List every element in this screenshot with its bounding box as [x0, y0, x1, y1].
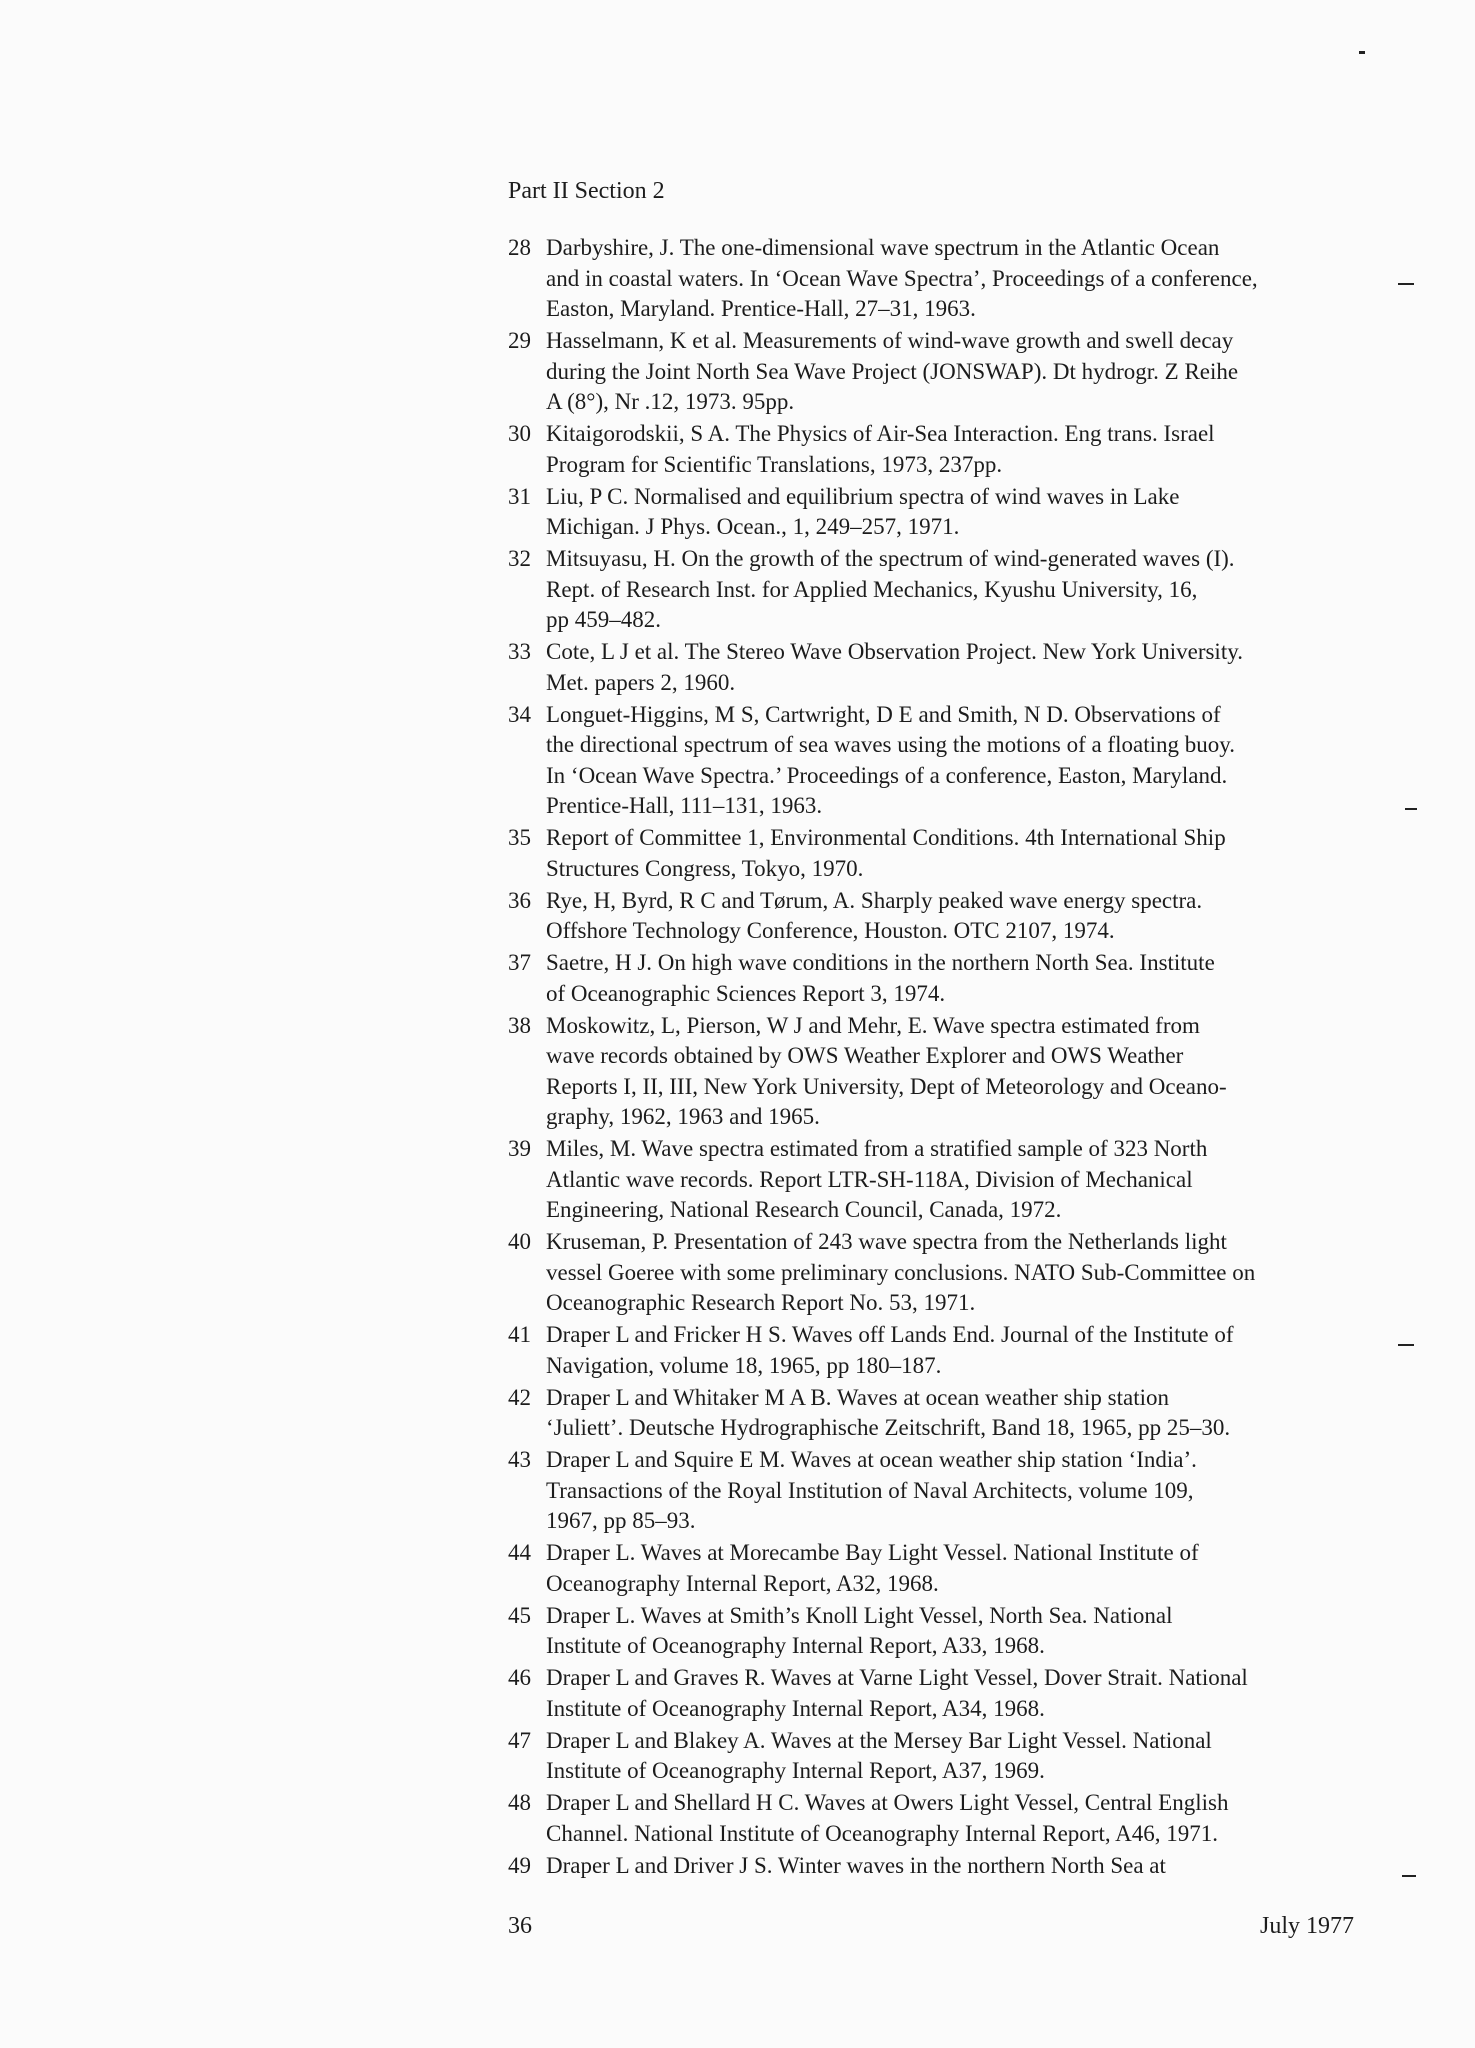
- reference-number: 46: [508, 1665, 531, 1690]
- reference-number: 36: [508, 887, 531, 913]
- reference-number: 32: [508, 546, 531, 571]
- reference-line: Prentice-Hall, 111–131, 1963.: [546, 793, 823, 818]
- reference-line: Longuet-Higgins, M S, Cartwright, D E and Smith, N D. Observations of: [546, 701, 1221, 727]
- reference-number: 42: [508, 1384, 531, 1410]
- reference-line: the directional spectrum of sea waves using the motions of a floating buoy.: [546, 732, 1235, 757]
- scan-mark: [1402, 1875, 1416, 1877]
- reference-item: [508, 326, 1368, 418]
- reference-item: [508, 1788, 1368, 1849]
- reference-line: Miles, M. Wave spectra estimated from a stratified sample of 323 North: [546, 1136, 1208, 1161]
- reference-item: [508, 1227, 1368, 1319]
- reference-line: Offshore Technology Conference, Houston. OTC 2107, 1974.: [546, 918, 1115, 943]
- reference-number: 43: [508, 1447, 531, 1472]
- reference-line: Navigation, volume 18, 1965, pp 180–187.: [546, 1352, 942, 1378]
- reference-line: wave records obtained by OWS Weather Explorer and OWS Weather: [546, 1043, 1184, 1068]
- reference-line: Draper L and Squire E M. Waves at ocean weather ship station ‘India’.: [546, 1447, 1197, 1472]
- reference-text: [546, 886, 1368, 947]
- section-header: Part II Section 2: [508, 178, 665, 204]
- reference-text: [546, 544, 1368, 636]
- reference-line: during the Joint North Sea Wave Project (JONSWAP). Dt hydrogr. Z Reihe: [546, 358, 1239, 384]
- reference-text: [546, 1011, 1368, 1133]
- reference-line: Mitsuyasu, H. On the growth of the spectrum of wind-generated waves (I).: [546, 546, 1235, 571]
- footer-date: July 1977: [1260, 1913, 1355, 1939]
- reference-item: [508, 1601, 1368, 1662]
- reference-item: [508, 1538, 1368, 1599]
- reference-line: Structures Congress, Tokyo, 1970.: [546, 855, 864, 881]
- reference-line: graphy, 1962, 1963 and 1965.: [546, 1104, 820, 1129]
- reference-line: Atlantic wave records. Report LTR-SH-118A, Division of Mechanical: [546, 1166, 1193, 1192]
- reference-line: Oceanography Internal Report, A32, 1968.: [546, 1570, 939, 1596]
- reference-number: 34: [508, 701, 531, 727]
- reference-line: Channel. National Institute of Oceanography Internal Report, A46, 1971.: [546, 1820, 1218, 1846]
- reference-number: 29: [508, 328, 531, 353]
- reference-item: [508, 637, 1368, 698]
- reference-line: pp 459–482.: [546, 607, 661, 632]
- reference-line: Reports I, II, III, New York University, Dept of Meteorology and Oceano-: [546, 1073, 1227, 1099]
- reference-number: 39: [508, 1136, 531, 1161]
- reference-item: [508, 1851, 1368, 1882]
- reference-line: Saetre, H J. On high wave conditions in the northern North Sea. Institute: [546, 950, 1215, 975]
- reference-line: Rept. of Research Inst. for Applied Mechanics, Kyushu University, 16,: [546, 576, 1198, 602]
- reference-text: [546, 637, 1368, 698]
- reference-line: Draper L. Waves at Morecambe Bay Light Vessel. National Institute of: [546, 1540, 1199, 1565]
- reference-line: Draper L and Blakey A. Waves at the Mersey Bar Light Vessel. National: [546, 1727, 1212, 1753]
- reference-line: Oceanographic Research Report No. 53, 1971.: [546, 1290, 976, 1315]
- reference-item: [508, 1383, 1368, 1444]
- reference-number: 48: [508, 1790, 531, 1815]
- reference-item: [508, 544, 1368, 636]
- reference-item: [508, 482, 1368, 543]
- reference-number: 30: [508, 421, 531, 446]
- scan-mark: [1398, 1344, 1414, 1346]
- reference-text: [546, 233, 1368, 325]
- reference-line: Institute of Oceanography Internal Report, A34, 1968.: [546, 1695, 1045, 1721]
- reference-line: Transactions of the Royal Institution of Naval Architects, volume 109,: [546, 1477, 1194, 1503]
- reference-line: Moskowitz, L, Pierson, W J and Mehr, E. Wave spectra estimated from: [546, 1012, 1200, 1038]
- reference-line: Program for Scientific Translations, 1973, 237pp.: [546, 451, 1003, 477]
- reference-item: [508, 1320, 1368, 1381]
- reference-line: Institute of Oceanography Internal Report, A33, 1968.: [546, 1633, 1045, 1658]
- reference-item: [508, 823, 1368, 884]
- reference-number: 35: [508, 825, 531, 850]
- reference-number: 40: [508, 1229, 531, 1254]
- reference-text: [546, 326, 1368, 418]
- reference-line: Draper L and Driver J S. Winter waves in the northern North Sea at: [546, 1852, 1166, 1878]
- reference-line: Kitaigorodskii, S A. The Physics of Air-Sea Interaction. Eng trans. Israel: [546, 421, 1215, 446]
- reference-line: Engineering, National Research Council, Canada, 1972.: [546, 1197, 1062, 1222]
- reference-item: [508, 1011, 1368, 1133]
- reference-line: of Oceanographic Sciences Report 3, 1974.: [546, 980, 946, 1006]
- reference-line: Draper L and Graves R. Waves at Varne Light Vessel, Dover Strait. National: [546, 1665, 1248, 1690]
- reference-line: Institute of Oceanography Internal Report, A37, 1969.: [546, 1758, 1045, 1783]
- reference-number: 31: [508, 483, 531, 509]
- reference-line: In ‘Ocean Wave Spectra.’ Proceedings of a conference, Easton, Maryland.: [546, 762, 1228, 788]
- reference-line: Michigan. J Phys. Ocean., 1, 249–257, 1971.: [546, 514, 960, 539]
- reference-item: [508, 1134, 1368, 1226]
- reference-text: [546, 1383, 1368, 1444]
- reference-text: [546, 1788, 1368, 1849]
- reference-line: Draper L. Waves at Smith’s Knoll Light Vessel, North Sea. National: [546, 1602, 1173, 1628]
- reference-line: A (8°), Nr .12, 1973. 95pp.: [546, 389, 795, 414]
- reference-line: Draper L and Fricker H S. Waves off Lands End. Journal of the Institute of: [546, 1322, 1234, 1347]
- reference-line: Hasselmann, K et al. Measurements of wind-wave growth and swell decay: [546, 328, 1234, 353]
- reference-line: vessel Goeree with some preliminary conclusions. NATO Sub-Committee on: [546, 1259, 1256, 1285]
- reference-item: [508, 700, 1368, 822]
- reference-line: Kruseman, P. Presentation of 243 wave spectra from the Netherlands light: [546, 1229, 1227, 1254]
- reference-number: 33: [508, 639, 531, 664]
- reference-line: Report of Committee 1, Environmental Conditions. 4th International Ship: [546, 825, 1226, 850]
- scan-mark: [1398, 283, 1414, 285]
- reference-text: [546, 1538, 1368, 1599]
- reference-item: [508, 948, 1368, 1009]
- reference-item: [508, 233, 1368, 325]
- reference-line: Met. papers 2, 1960.: [546, 669, 736, 695]
- reference-text: [546, 1851, 1368, 1882]
- reference-line: Darbyshire, J. The one-dimensional wave spectrum in the Atlantic Ocean: [546, 235, 1220, 260]
- reference-list: [508, 233, 1368, 1883]
- reference-text: [546, 482, 1368, 543]
- reference-number: 44: [508, 1540, 531, 1565]
- reference-line: Rye, H, Byrd, R C and Tørum, A. Sharply peaked wave energy spectra.: [546, 887, 1203, 913]
- reference-text: [546, 1134, 1368, 1226]
- reference-item: [508, 1445, 1368, 1537]
- reference-line: and in coastal waters. In ‘Ocean Wave Spectra’, Proceedings of a conference,: [546, 265, 1258, 291]
- reference-number: 38: [508, 1012, 531, 1038]
- reference-number: 45: [508, 1602, 531, 1628]
- scan-mark: [1405, 808, 1417, 810]
- reference-number: 49: [508, 1852, 531, 1878]
- reference-number: 41: [508, 1322, 531, 1347]
- reference-item: [508, 1726, 1368, 1787]
- reference-text: [546, 1601, 1368, 1662]
- reference-line: 1967, pp 85–93.: [546, 1508, 696, 1533]
- reference-number: 37: [508, 950, 531, 975]
- reference-text: [546, 1227, 1368, 1319]
- reference-text: [546, 700, 1368, 822]
- reference-text: [546, 1726, 1368, 1787]
- reference-line: Liu, P C. Normalised and equilibrium spectra of wind waves in Lake: [546, 483, 1180, 509]
- reference-line: Draper L and Shellard H C. Waves at Owers Light Vessel, Central English: [546, 1790, 1229, 1815]
- reference-text: [546, 1663, 1368, 1724]
- reference-line: Draper L and Whitaker M A B. Waves at ocean weather ship station: [546, 1384, 1170, 1410]
- reference-text: [546, 1445, 1368, 1537]
- reference-item: [508, 1663, 1368, 1724]
- page-number: 36: [508, 1913, 532, 1939]
- reference-item: [508, 886, 1368, 947]
- reference-line: ‘Juliett’. Deutsche Hydrographische Zeitschrift, Band 18, 1965, pp 25–30.: [546, 1415, 1231, 1440]
- reference-number: 28: [508, 235, 531, 260]
- reference-number: 47: [508, 1727, 531, 1753]
- reference-text: [546, 823, 1368, 884]
- reference-text: [546, 1320, 1368, 1381]
- reference-text: [546, 948, 1368, 1009]
- reference-item: [508, 419, 1368, 480]
- reference-line: Cote, L J et al. The Stereo Wave Observation Project. New York University.: [546, 639, 1243, 664]
- reference-text: [546, 419, 1368, 480]
- reference-line: Easton, Maryland. Prentice-Hall, 27–31, 1963.: [546, 296, 976, 321]
- scan-mark: [1359, 51, 1365, 54]
